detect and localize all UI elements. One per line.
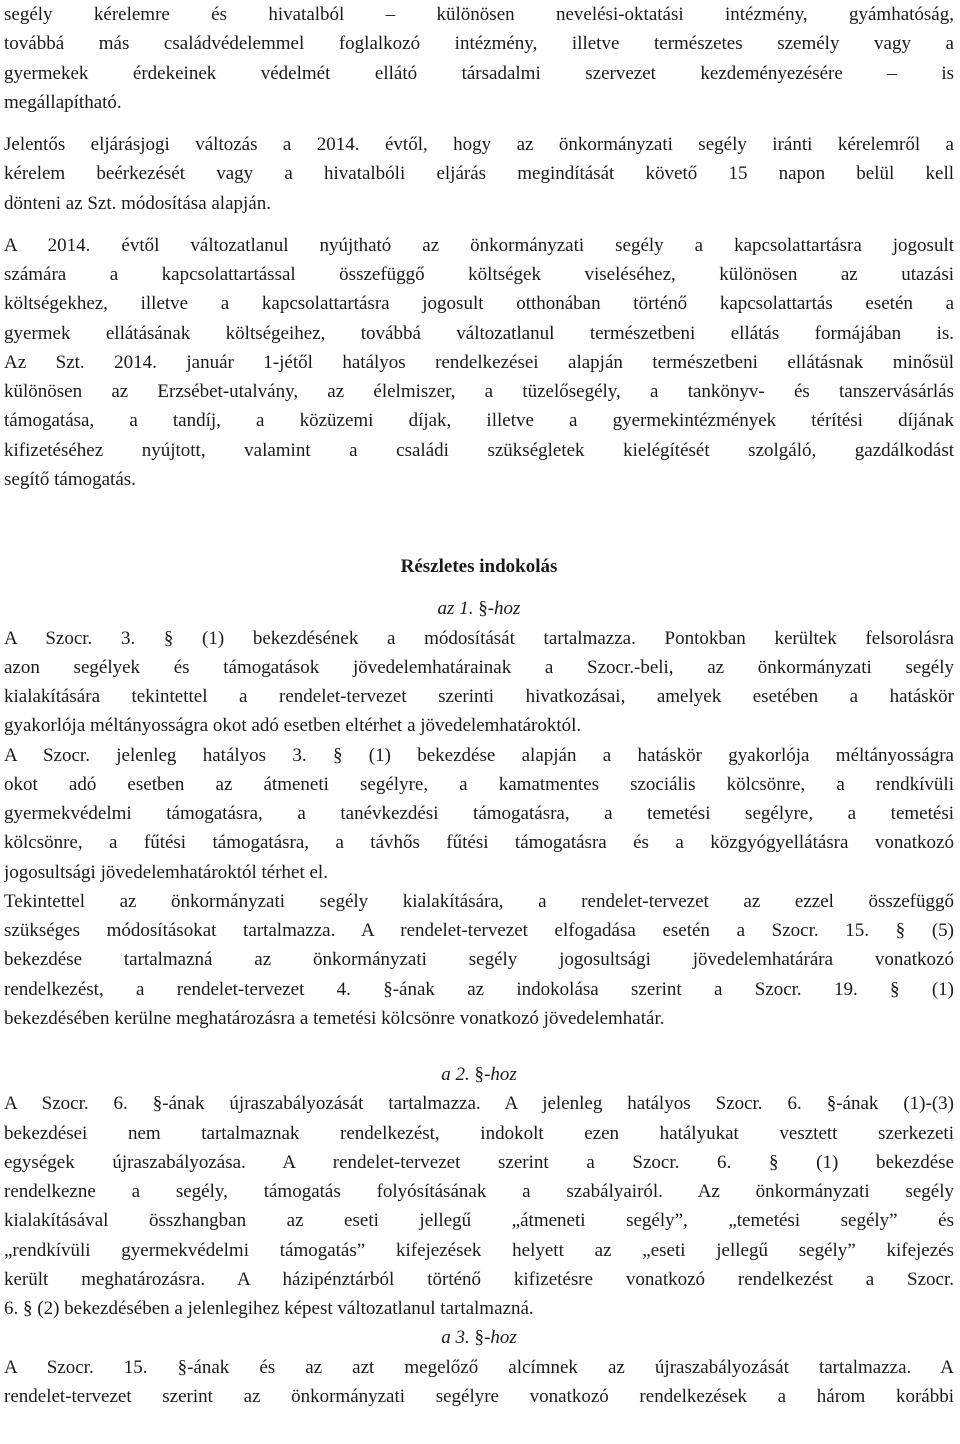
text-line: bekezdései nem tartalmaznak rendelkezést, indokolt ezen hatályukat vesztett szerkezeti <box>4 1122 954 1144</box>
paragraph-section-1a <box>4 624 954 741</box>
text-line: A Szocr. 3. § (1) bekezdésének a módosítását tartalmazza. Pontokban kerültek felsorolásra <box>4 627 954 649</box>
text-line: rendelkezést, a rendelet-tervezet 4. §-ának az indokolása szerint a Szocr. 19. § (1) <box>4 978 954 1000</box>
text-line: Az Szt. 2014. január 1-jétől hatályos rendelkezései alapján természetbeni ellátásnak minősül <box>4 351 954 373</box>
text-line: szükséges módosításokat tartalmazza. A rendelet-tervezet elfogadása esetén a Szocr. 15. § (5) <box>4 920 954 941</box>
subheading-suffix: -hoz <box>487 598 521 620</box>
paragraph-section-2 <box>4 1089 954 1323</box>
section-symbol: § <box>478 598 488 620</box>
text-line: kérelem beérkezését vagy a hivatalbóli eljárás megindítását követő 15 napon belül kell <box>4 163 954 185</box>
text-line: okot adó esetben az átmeneti segélyre, a kamatmentes szociális kölcsönre, a rendkívüli <box>4 773 954 795</box>
subheading-prefix: az 1. <box>437 598 479 620</box>
paragraph-intro-continuation <box>4 0 954 117</box>
text-line: gyakorlója méltányosságra okot adó esetben eltérhet a jövedelemhatároktól. <box>4 715 582 737</box>
text-line: segítő támogatás. <box>4 468 136 490</box>
paragraph-section-1c <box>4 887 954 1033</box>
text-line: A Szocr. 15. §-ának és az azt megelőző alcímnek az újraszabályozását tartalmazza. A <box>4 1356 954 1378</box>
paragraph-section-3 <box>4 1353 954 1412</box>
text-line: továbbá más családvédelemmel foglalkozó intézmény, illetve természetes személy vagy a <box>4 33 954 55</box>
text-line: „rendkívüli gyermekvédelmi támogatás” kifejezések helyett az „eseti jellegű segély” kifejezés <box>4 1239 954 1261</box>
section-heading: Részletes indokolás <box>400 556 558 577</box>
text-line: rendelet-tervezet szerint az önkormányzati segélyre vonatkozó rendelkezések a három korábbi <box>4 1385 954 1407</box>
text-line: gyermekek érdekeinek védelmét ellátó társadalmi szervezet kezdeményezésére – is <box>4 62 954 84</box>
text-line: bekezdése tartalmazná az önkormányzati segély jogosultsági jövedelemhatárára vonatkozó <box>4 949 954 971</box>
text-line: egységek újraszabályozása. A rendelet-tervezet szerint a Szocr. 6. § (1) bekezdése <box>4 1151 954 1173</box>
paragraph-procedural-change <box>4 130 954 218</box>
section-subheading-3 <box>4 1323 954 1352</box>
subheading-suffix: -hoz <box>484 1327 517 1349</box>
subheading-prefix: a 2. <box>441 1064 475 1085</box>
text-line: költségekhez, illetve a kapcsolattartásra jogosult otthonában történő kapcsolattartás esetén a <box>4 293 954 315</box>
paragraph-contact-support <box>4 231 954 494</box>
text-line: kölcsönre, a fűtési támogatásra, a távhős fűtési támogatásra és a közgyógyellátásra vonatkozó <box>4 832 954 854</box>
paragraph-section-1b <box>4 741 954 887</box>
text-line: Jelentős eljárásjogi változás a 2014. évtől, hogy az önkormányzati segély iránti kérelemről a <box>4 134 954 155</box>
text-line: gyermekvédelmi támogatásra, a tanévkezdési támogatásra, a temetési segélyre, a temetési <box>4 803 954 824</box>
section-subheading-1 <box>4 594 954 623</box>
text-line: került meghatározásra. A házipénztárból történő kifizetésre vonatkozó rendelkezést a Szocr. <box>4 1268 954 1290</box>
text-line: A Szocr. 6. §-ának újraszabályozását tartalmazza. A jelenleg hatályos Szocr. 6. §-ának (1)-(3) <box>4 1093 954 1115</box>
section-symbol: § <box>474 1327 484 1349</box>
text-line: Tekintettel az önkormányzati segély kialakítására, a rendelet-tervezet az ezzel összefüggő <box>4 890 954 912</box>
text-line: megállapítható. <box>4 91 122 113</box>
text-line: segély kérelemre és hivatalból – különösen nevelési-oktatási intézmény, gyámhatóság, <box>4 4 954 25</box>
text-line: támogatása, a tandíj, a közüzemi díjak, illetve a gyermekintézmények térítési díjának <box>4 410 954 432</box>
text-line: rendelkezne a segély, támogatás folyósításának a szabályairól. Az önkormányzati segély <box>4 1181 954 1202</box>
text-line: dönteni az Szt. módosítása alapján. <box>4 192 271 214</box>
text-line: A 2014. évtől változatlanul nyújtható az önkormányzati segély a kapcsolattartásra jogosult <box>4 234 954 256</box>
text-line: kialakítására tekintettel a rendelet-tervezet szerinti hivatkozásai, amelyek esetében a hatáskör <box>4 686 954 707</box>
text-line: számára a kapcsolattartással összefüggő költségek viseléséhez, különösen az utazási <box>4 264 954 285</box>
section-subheading-2 <box>4 1060 954 1089</box>
text-line: bekezdésében kerülne meghatározásra a temetési kölcsönre vonatkozó jövedelemhatár. <box>4 1007 665 1029</box>
text-line: 6. § (2) bekezdésében a jelenlegihez képest változatlanul tartalmazná. <box>4 1298 534 1319</box>
text-line: kifizetéséhez nyújtott, valamint a családi szükségletek kielégítését szolgáló, gazdálkodást <box>4 439 954 461</box>
text-line: gyermek ellátásának költségeihez, továbbá változatlanul természetbeni ellátás formájában is. <box>4 322 954 344</box>
subheading-suffix: -hoz <box>484 1064 517 1085</box>
section-symbol: § <box>474 1064 484 1085</box>
text-line: különösen az Erzsébet-utalvány, az élelmiszer, a tüzelősegély, a tankönyv- és tanszervásárlás <box>4 381 954 402</box>
text-line: kialakításával összhangban az eseti jellegű „átmeneti segély”, „temetési segély” és <box>4 1210 954 1232</box>
text-line: A Szocr. jelenleg hatályos 3. § (1) bekezdése alapján a hatáskör gyakorlója méltányosságra <box>4 744 954 766</box>
subheading-prefix: a 3. <box>441 1327 475 1349</box>
text-line: azon segélyek és támogatások jövedelemhatárainak a Szocr.-beli, az önkormányzati segély <box>4 656 954 678</box>
text-line: jogosultsági jövedelemhatároktól térhet el. <box>4 861 328 883</box>
